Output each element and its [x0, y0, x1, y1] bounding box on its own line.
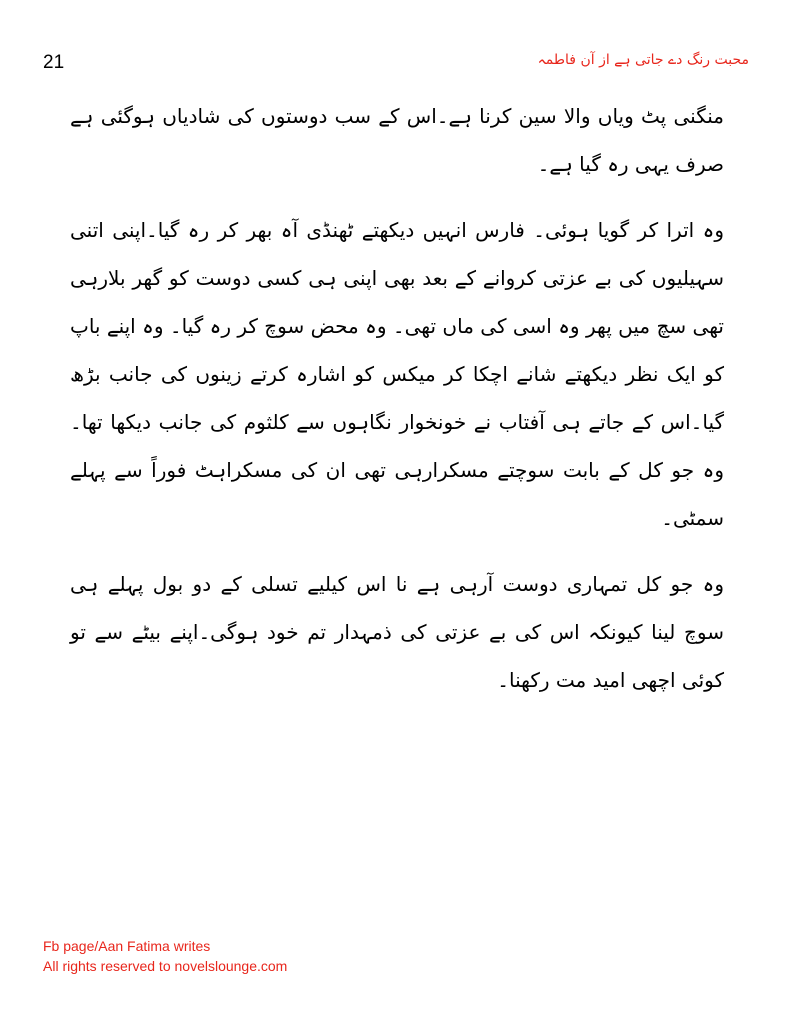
footer-fb-page: Fb page/Aan Fatima writes	[43, 938, 211, 954]
body-text	[70, 92, 724, 722]
footer-rights: All rights reserved to novelslounge.com	[43, 958, 288, 974]
paragraph: منگنی پٹ ویاں والا سین کرنا ہے۔اس کے سب دوستوں کی شادیاں ہوگئی ہے صرف یہی رہ گیا ہے۔	[70, 104, 724, 176]
paragraph: وہ جو کل تمہاری دوست آرہی ہے نا اس کیلیے تسلی کے دو بول پہلے ہی سوچ لینا کیونکہ اس کی بے عزتی کی ذمہدار تم خود ہوگی۔اپنے بیٹے سے تو کوئی اچھی امید مت رکھنا۔	[70, 572, 724, 692]
paragraph: وہ اترا کر گویا ہوئی۔ فارس انہیں دیکھتے ٹھنڈی آہ بھر کر رہ گیا۔اپنی اتنی سہیلیوں کی بے عزتی کروانے کے بعد بھی اپنی ہی کسی دوست کو گھر بلارہی تھی سچ میں پھر وہ اسی کی ماں تھی۔ وہ محض سوچ کر رہ گیا۔ وہ اپنے باپ کو ایک نظر دیکھتے شانے اچکا کر میکس کو اشارہ کرتے زینوں کی جانب بڑھ گیا۔اس کے جاتے ہی آفتاب نے خونخوار نگاہوں سے کلثوم کی جانب دیکھا تھا۔ وہ جو کل کے بابت سوچتے مسکرارہی تھی ان کی مسکراہٹ فوراً سے پہلے سمٹی۔	[70, 218, 724, 530]
page-number: 21	[43, 52, 65, 73]
running-header: محبت رنگ دے جاتی ہے از آن فاطمہ	[537, 52, 749, 68]
footer	[43, 936, 287, 976]
